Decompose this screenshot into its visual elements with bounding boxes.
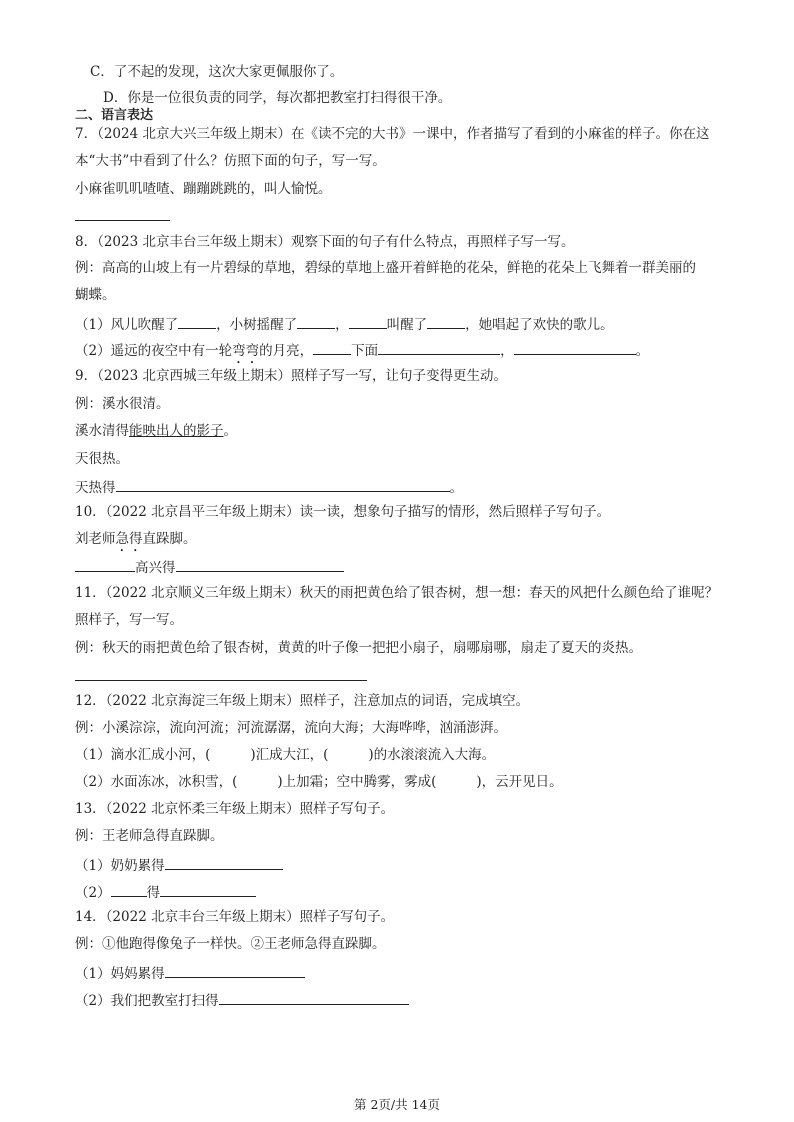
q8-stem: 8．（2023 北京丰台三年级上期末）观察下面的句子有什么特点，再照样子写一写。 — [75, 234, 575, 250]
q13-stem: 13．（2022 北京怀柔三年级上期末）照样子写句子。 — [75, 801, 395, 817]
q13-item-2: （2） 得 — [75, 882, 256, 902]
option-c: C．了不起的发现，这次大家更佩服你了。 — [90, 64, 344, 80]
q7-stem: 7．（2024 北京大兴三年级上期末）在《读不完的大书》一课中，作者描写了看到的小麻雀的样子。你在这 — [75, 126, 710, 142]
q8-example: 例：高高的山坡上有一片碧绿的草地，碧绿的草地上盛开着鲜艳的花朵，鲜艳的花朵上飞舞着一群美丽的 — [75, 260, 696, 276]
blank[interactable] — [313, 340, 351, 355]
q8-example-cont: 蝴蝶。 — [75, 287, 116, 303]
q12-item-1: （1）滴水汇成小河，( )汇成大江，( )的水滚滚流入大海。 — [75, 747, 496, 763]
q13-item-1: （1）奶奶累得 — [75, 855, 283, 875]
q9-answer: 天热得 。 — [75, 477, 463, 497]
blank[interactable] — [165, 855, 283, 870]
q14-item-1: （1）妈妈累得 — [75, 963, 305, 983]
q14-stem: 14．（2022 北京丰台三年级上期末）照样子写句子。 — [75, 909, 395, 925]
blank[interactable] — [219, 990, 409, 1005]
q10-example: 刘老师急得直跺脚。 — [75, 531, 197, 547]
q10-stem: 10．（2022 北京昌平三年级上期末）读一读，想象句子描写的情形，然后照样子写句子。 — [75, 504, 611, 520]
blank[interactable] — [176, 557, 344, 572]
blank[interactable] — [178, 314, 216, 329]
q11-stem-cont: 照样子，写一写。 — [75, 612, 183, 628]
q9-example-answer: 溪水清得能映出人的影子。 — [75, 423, 237, 439]
blank[interactable] — [349, 314, 387, 329]
q11-answer-line[interactable] — [75, 666, 367, 686]
blank[interactable] — [116, 477, 450, 492]
blank[interactable] — [165, 963, 305, 978]
q9-example: 例：溪水很清。 — [75, 396, 170, 412]
q9-prompt: 天很热。 — [75, 451, 129, 467]
q12-stem: 12．（2022 北京海淀三年级上期末）照样子，注意加点的词语，完成填空。 — [75, 693, 530, 709]
q8-item-2: （2）遥远的夜空中有一轮弯弯的月亮， 下面 ， 。 — [75, 340, 649, 367]
q7-answer-line[interactable] — [75, 206, 170, 226]
q7-stem-cont: 本“大书”中看到了什么？仿照下面的句子，写一写。 — [75, 153, 386, 169]
q13-example: 例：王老师急得直跺脚。 — [75, 828, 224, 844]
blank[interactable] — [427, 314, 465, 329]
q14-item-2: （2）我们把教室打扫得 — [75, 990, 409, 1010]
q10-answer: 高兴得 — [75, 557, 344, 577]
blank[interactable] — [160, 882, 256, 897]
option-d: D．你是一位很负责的同学，每次都把教室打扫得很干净。 — [103, 90, 452, 106]
blank[interactable] — [514, 340, 636, 355]
q9-stem: 9．（2023 北京西城三年级上期末）照样子写一写，让句子变得更生动。 — [75, 368, 507, 384]
section-heading: 二、语言表达 — [75, 108, 154, 123]
blank[interactable] — [111, 882, 147, 897]
blank[interactable] — [378, 340, 500, 355]
blank[interactable] — [297, 314, 335, 329]
q12-example: 例：小溪淙淙，流向河流；河流潺潺，流向大海；大海哗哗，汹涌澎湃。 — [75, 720, 507, 736]
q8-item-1: （1）风儿吹醒了 ，小树摇醒了 ， 叫醒了 ，她唱起了欢快的歌儿。 — [75, 314, 614, 334]
q14-example: 例：①他跑得像兔子一样快。②王老师急得直跺脚。 — [75, 936, 386, 952]
blank[interactable] — [75, 557, 135, 572]
q11-stem: 11．（2022 北京顺义三年级上期末）秋天的雨把黄色给了银杏树，想一想：春天的风把什么颜色给了谁呢？ — [75, 585, 719, 601]
q7-example: 小麻雀叽叽喳喳、蹦蹦跳跳的，叫人愉悦。 — [75, 181, 332, 197]
q11-example: 例：秋天的雨把黄色给了银杏树，黄黄的叶子像一把把小扇子，扇哪扇哪，扇走了夏天的炎热。 — [75, 640, 642, 656]
page-footer: 第 2页/共 14页 — [353, 1097, 441, 1112]
q12-item-2: （2）水面冻冰，冰积雪，( )上加霜；空中腾雾，雾成( )，云开见日。 — [75, 774, 563, 790]
